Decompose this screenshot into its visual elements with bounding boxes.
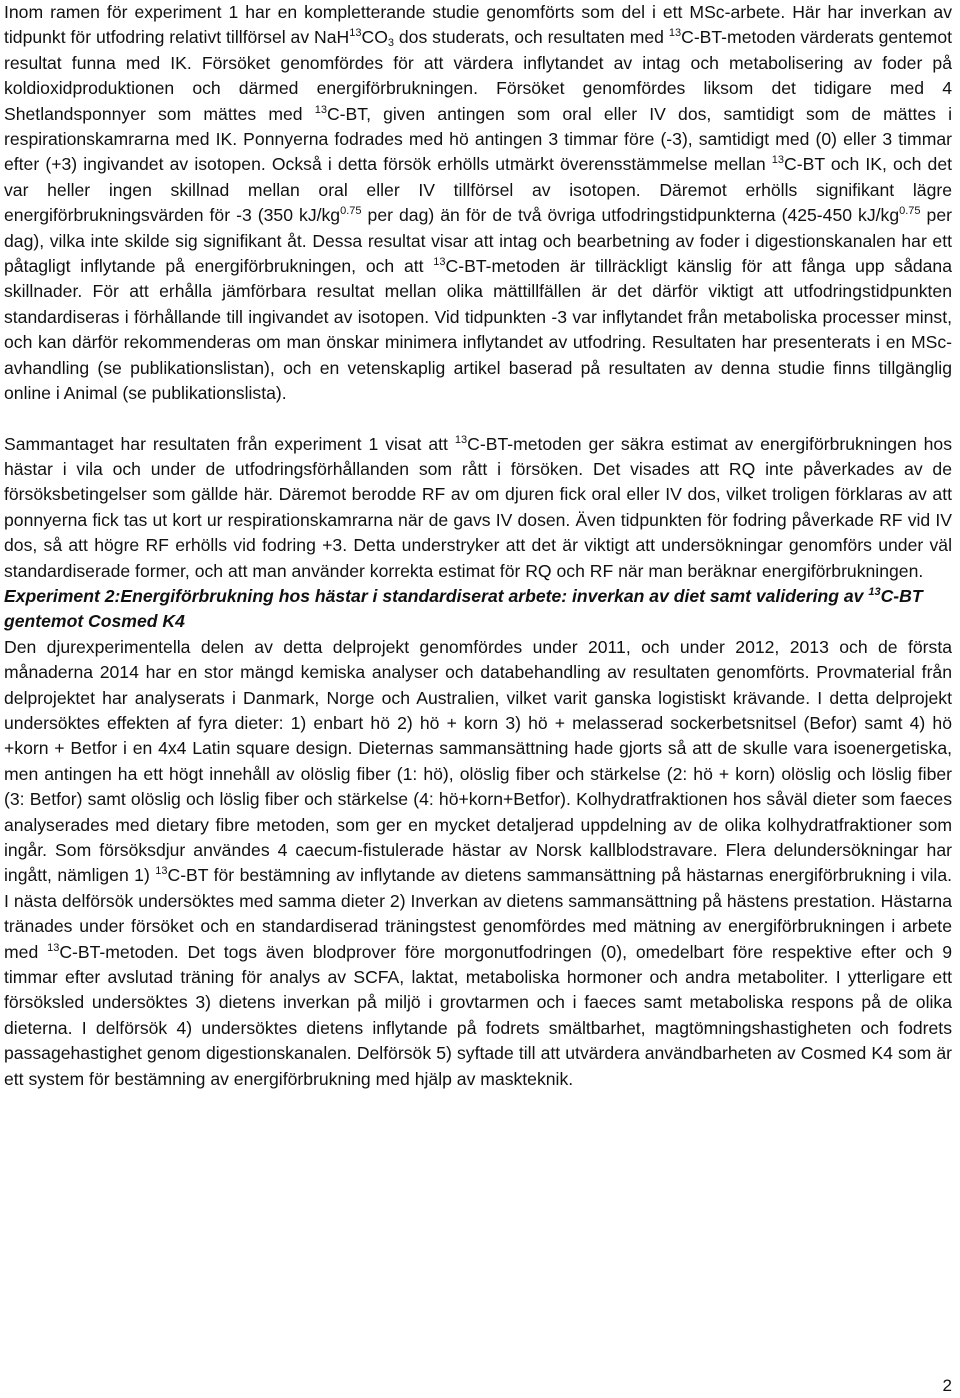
text-run: CO <box>361 27 388 48</box>
superscript: 0.75 <box>899 205 921 218</box>
text-run: C-BT, given antingen som oral eller IV dos, samtidigt som de mättes i respirationskamrarna med IK. Ponnyerna fodrades med hö antingen 3 timmar före (-3), samtidigt med (0) eller 3 timmar efter (+3) ingivandet av isotopen. Också i detta försök erhölls utmärkt överensstämmelse mellan <box>4 103 952 175</box>
subscript: 3 <box>387 37 394 50</box>
text-run: C-BT för bestämning av inflytande av dietens sammansättning på hästarnas energiförbrukning i vila. I nästa delförsök undersöktes med samma dieter 2) Inverkan av dietens sammansättning på hästens prestation. Hästarna tränades under försöket och en standardiserad träningstest genomfördes med mätning av energiförbrukningen i arbete med <box>4 865 952 962</box>
text-run: C-BT gentemot Cosmed K4 <box>4 585 923 632</box>
superscript: 13 <box>771 154 785 167</box>
text-run: Sammantaget har resultaten från experiment 1 visat att <box>4 433 455 454</box>
text-run: Experiment 2:Energiförbrukning hos hästar i standardiserat arbete: inverkan av diet samt validering av <box>4 585 869 606</box>
superscript: 13 <box>868 585 881 598</box>
text-run: per dag), vilka inte skilde sig signifikant åt. Dessa resultat visar att intag och bearbetning av foder i digestionskanalen har ett påtagligt inflytande på energiförbrukningen, och att <box>4 205 952 277</box>
superscript: 13 <box>155 865 168 878</box>
text-run: dos studerats, och resultaten med <box>394 27 669 48</box>
text-run: C-BT-metoden värderats gentemot resultat funna med IK. Försöket genomfördes för att värdera inflytandet av intag och metabolisering av foder på koldioxidproduktionen och därmed energiförbrukningen. Försöket genomfördes liksom det tidigare med 4 Shetlandsponnyer som mättes med <box>4 27 952 124</box>
document-page <box>4 0 952 1092</box>
paragraph-experiment-2 <box>4 635 952 1092</box>
superscript: 13 <box>668 27 682 40</box>
text-run: per dag) än för de två övriga utfodringstidpunkterna (425-450 kJ/kg <box>361 205 900 226</box>
text-run: Inom ramen för experiment 1 har en kompletterande studie genomförts som del i ett MSc-arbete. Här har inverkan av tidpunkt för utfodring relativt tillförsel av NaH <box>4 2 952 48</box>
paragraph-msc-study <box>4 0 952 407</box>
superscript: 13 <box>433 256 446 269</box>
superscript: 13 <box>454 433 468 446</box>
section-heading-experiment-2 <box>4 584 952 635</box>
superscript: 0.75 <box>340 205 362 218</box>
superscript: 13 <box>349 27 362 40</box>
text-run: C-BT och IK, och det var heller ingen skillnad mellan oral eller IV tillförsel av isotopen. Däremot erhölls signifikant lägre energiförbrukningsvärden för -3 (350 kJ/kg <box>4 154 953 226</box>
page-number: 2 <box>942 1376 952 1395</box>
superscript: 13 <box>314 103 327 116</box>
text-run: C-BT-metoden är tillräckligt känslig för att fånga upp sådana skillnader. För att erhålla jämförbara resultat mellan olika mättillfällen är det därför viktigt att utfodringstidpunkten standardiseras i förhållande till ingivandet av isotopen. Vid tidpunkten -3 var inflytandet från metaboliska processer minst, och kan därför rekommenderas om man önskar minimera inflytandet av utfodring. Resultaten har presenterats i en MSc-avhandling (se publikationslistan), och en vetenskaplig artikel baserad på resultaten av denna studie finns tillgänglig online i Animal (se publikationslista). <box>4 256 952 404</box>
text-run: C-BT-metoden. Det togs även blodprover före morgonutfodringen (0), omedelbart före respektive efter och 9 timmar efter avslutad träning för analys av SCFA, laktat, metaboliska hormoner och andra metaboliter. I ytterligare ett försöksled undersöktes 3) dietens inverkan på miljö i grovtarmen och i faeces samt metaboliska respons på de olika dieterna. I delförsök 4) undersöktes dietens inflytande på fodrets smältbarhet, magtömningshastigheten och fodrets passagehastighet genom digestionskanalen. Delförsök 5) syftade till att utvärdera användbarheten av Cosmed K4 som är ett system för bestämning av energiförbrukning med hjälp av maskteknik. <box>4 941 952 1089</box>
paragraph-summary <box>4 432 952 584</box>
superscript: 13 <box>47 941 60 954</box>
text-run: Den djurexperimentella delen av detta delprojekt genomfördes under 2011, och under 2012, 2013 och de första månaderna 2014 har en stor mängd kemiska analyser och databehandling av resultaten genomförts. Provmaterial från delprojektet har analyserats i Danmark, Norge och Australien, vilket varit ganska logistiskt krävande. I detta delprojekt undersöktes effekten af fyra dieter: 1) enbart hö 2) hö + korn 3) hö + melasserad sockerbetsnitsel (Befor) samt 4) hö +korn + Betfor i en 4x4 Latin square design. Dieternas sammansättning hade gjorts så att de skulle vara isoenergetiska, men antingen ha ett högt innehåll av olöslig fiber (1: hö), olöslig fiber och stärkelse (2: hö + korn) olöslig och löslig fiber (3: Betfor) samt olöslig och löslig fiber och stärkelse (4: hö+korn+Betfor). Kolhydratfraktionen hos såväl dieter som faeces analyserades med dietary fibre metoden, som ger en mycket detaljerad uppdelning av de olika kolhydratfraktioner som ingår. Som försöksdjur användes 4 caecum-fistulerade hästar av Norsk kallblodstravare. Flera delundersökningar har ingått, nämligen 1) <box>4 636 952 886</box>
text-run: C-BT-metoden ger säkra estimat av energiförbrukningen hos hästar i vila och under de utfodringsförhållanden som rått i försöken. Det visades att RQ inte påverkades av de försöksbetingelser som gällde här. Däremot berodde RF av om djuren fick oral eller IV dos, vilket troligen förklaras av att ponnyerna fick tas ut kort ur respirationskamrarna när de gavs IV dosen. Även tidpunkten för fodring påverkade RF vid IV dos, så att högre RF erhölls vid fodring +3. Detta understryker att det är viktigt att undersökningar genomförs under väl standardiserade former, och att man använder korrekta estimat för RQ och RF när man beräknar energiförbrukningen. <box>4 433 952 581</box>
